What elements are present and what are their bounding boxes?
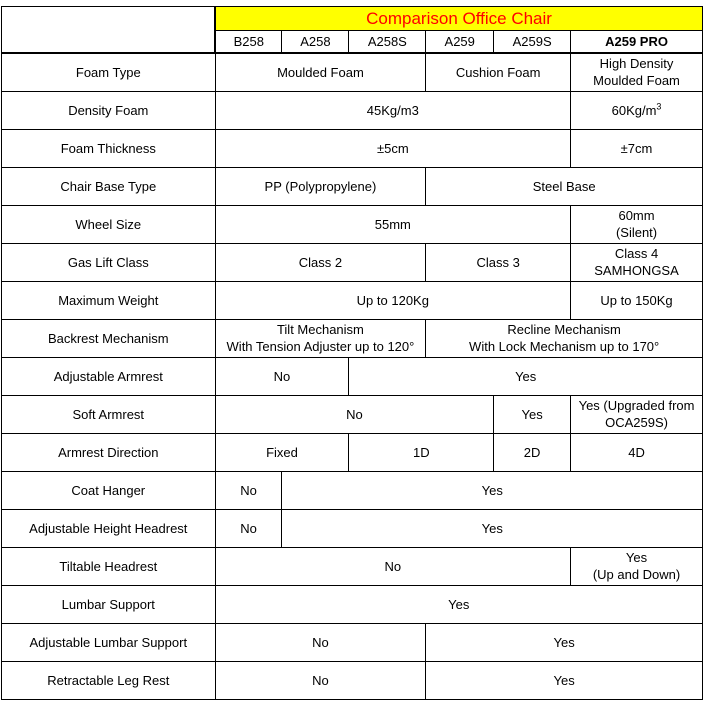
table-cell — [571, 91, 703, 129]
table-cell: No — [215, 357, 349, 395]
cell-line: (Silent) — [615, 225, 658, 240]
table-cell: Yes — [426, 661, 703, 699]
table-cell — [571, 243, 703, 281]
table-cell: No — [215, 623, 426, 661]
model-header-a259s: A259S — [494, 31, 571, 54]
cell-line: Recline Mechanism — [507, 322, 621, 337]
row-label: Chair Base Type — [2, 167, 216, 205]
density-pro-value: 60Kg/m — [611, 102, 657, 118]
cell-line: Yes — [625, 550, 648, 565]
table-cell: Class 2 — [215, 243, 426, 281]
model-header-a258s: A258S — [349, 31, 426, 54]
model-header-a259-pro: A259 PRO — [571, 31, 703, 54]
cell-line: SAMHONGSA — [594, 263, 679, 278]
cell-line: 60mm — [618, 208, 655, 223]
table-cell: Class 3 — [426, 243, 571, 281]
table-cell: 55mm — [215, 205, 570, 243]
row-label: Adjustable Height Headrest — [2, 509, 216, 547]
table-cell: No — [215, 509, 282, 547]
model-header-a259: A259 — [426, 31, 494, 54]
row-label: Armrest Direction — [2, 433, 216, 471]
table-cell: Yes — [349, 357, 703, 395]
row-label: Soft Armrest — [2, 395, 216, 433]
table-cell: 1D — [349, 433, 494, 471]
table-cell: Cushion Foam — [426, 53, 571, 91]
row-label: Coat Hanger — [2, 471, 216, 509]
table-cell: ±5cm — [215, 129, 570, 167]
table-cell: Yes — [282, 509, 703, 547]
table-cell: Up to 150Kg — [571, 281, 703, 319]
table-row — [2, 433, 703, 471]
table-cell: Yes — [426, 623, 703, 661]
table-row — [2, 395, 703, 433]
cell-line: With Lock Mechanism up to 170° — [469, 339, 660, 354]
table-row — [2, 471, 703, 509]
table-row — [2, 319, 703, 357]
table-row — [2, 547, 703, 585]
comparison-table — [1, 6, 703, 700]
row-label: Foam Thickness — [2, 129, 216, 167]
table-cell: Yes — [494, 395, 571, 433]
row-label: Density Foam — [2, 91, 216, 129]
table-cell: Yes — [282, 471, 703, 509]
corner-cell — [2, 7, 216, 54]
model-header-b258: B258 — [215, 31, 282, 54]
table-row — [2, 91, 703, 129]
table-cell — [215, 319, 426, 357]
cell-line: Tilt Mechanism — [276, 322, 364, 337]
table-cell: High Density Moulded Foam — [571, 53, 703, 91]
row-label: Gas Lift Class — [2, 243, 216, 281]
table-cell: No — [215, 395, 494, 433]
table-row — [2, 53, 703, 91]
table-cell: 2D — [494, 433, 571, 471]
table-cell: No — [215, 547, 570, 585]
table-cell — [571, 395, 703, 433]
table-cell: Fixed — [215, 433, 349, 471]
row-label: Backrest Mechanism — [2, 319, 216, 357]
cell-line: (Up and Down) — [592, 567, 681, 582]
table-row — [2, 243, 703, 281]
table-row — [2, 661, 703, 699]
table-cell — [426, 319, 703, 357]
title-row — [2, 7, 703, 31]
cell-line: Class 4 — [614, 246, 659, 261]
table-cell: Up to 120Kg — [215, 281, 570, 319]
table-cell — [571, 205, 703, 243]
row-label: Adjustable Lumbar Support — [2, 623, 216, 661]
cell-line: With Tension Adjuster up to 120° — [226, 339, 415, 354]
table-cell: ±7cm — [571, 129, 703, 167]
table-cell: 45Kg/m3 — [215, 91, 570, 129]
table-row — [2, 509, 703, 547]
row-label: Foam Type — [2, 53, 216, 91]
cell-line: OCA259S) — [605, 415, 668, 430]
row-label: Adjustable Armrest — [2, 357, 216, 395]
table-title: Comparison Office Chair — [215, 7, 702, 31]
density-pro-unit-sup: 3 — [656, 101, 662, 112]
table-cell — [571, 547, 703, 585]
table-row — [2, 623, 703, 661]
row-label: Maximum Weight — [2, 281, 216, 319]
row-label: Wheel Size — [2, 205, 216, 243]
table-row — [2, 167, 703, 205]
table-cell: 4D — [571, 433, 703, 471]
table-cell: Yes — [215, 585, 702, 623]
table-cell: No — [215, 661, 426, 699]
table-cell: No — [215, 471, 282, 509]
table-row — [2, 129, 703, 167]
table-row — [2, 205, 703, 243]
table-row — [2, 357, 703, 395]
model-header-a258: A258 — [282, 31, 349, 54]
table-row — [2, 281, 703, 319]
cell-line: Yes (Upgraded from — [578, 398, 695, 413]
table-cell: Moulded Foam — [215, 53, 426, 91]
table-cell: Steel Base — [426, 167, 703, 205]
row-label: Tiltable Headrest — [2, 547, 216, 585]
table-row — [2, 585, 703, 623]
table-cell: PP (Polypropylene) — [215, 167, 426, 205]
row-label: Retractable Leg Rest — [2, 661, 216, 699]
row-label: Lumbar Support — [2, 585, 216, 623]
